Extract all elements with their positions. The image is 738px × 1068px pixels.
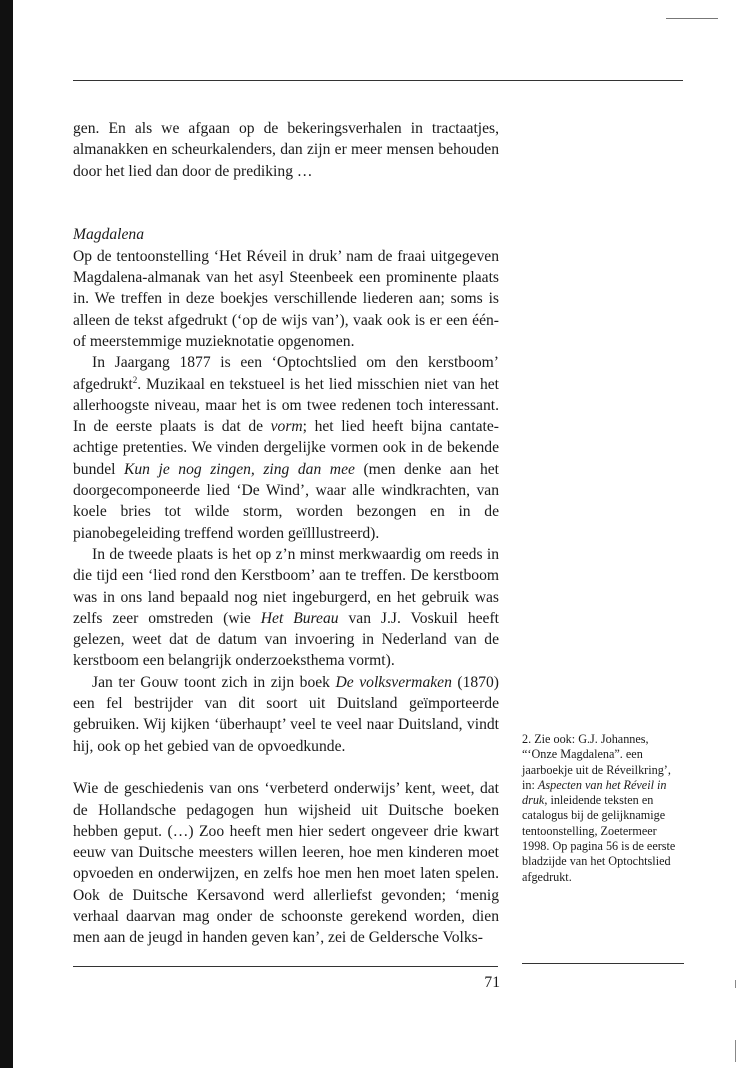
edge-mark-top (735, 980, 736, 988)
section-heading: Magdalena (73, 226, 145, 244)
page-spine-shadow (0, 0, 13, 1068)
footer-rule-main (73, 966, 498, 967)
header-rule (73, 80, 683, 81)
book-title-kun-je-nog-zingen: Kun je nog zingen, zing dan mee (123, 460, 355, 478)
main-text-column (73, 118, 499, 949)
intro-paragraph: gen. En als we afgaan op de bekeringsverhalen in tractaatjes, almanakken en scheurkalenders, dan zijn er meer mensen behouden door het lied dan door de prediking … (73, 120, 499, 180)
page-number: 71 (484, 974, 500, 991)
footnote-2: 2. Zie ook: G.J. Johannes, “‘Onze Magdalena”. een jaarboekje uit de Réveilkring’, in: Aspecten van het Réveil in druk, inleidende teksten en catalogus bij de gelijknamige tentoonstelling, Zoetermeer 1998. Op pagina 56 is de eerste bladzijde van het Optochtslied afgedrukt. (522, 732, 676, 884)
book-title-volksvermaken: De volksvermaken (335, 673, 452, 691)
footnote-book-title: Aspecten van het Réveil in druk (522, 777, 667, 808)
edge-mark-bottom (735, 1040, 736, 1062)
paragraph-exhibition: Op de tentoonstelling ‘Het Réveil in druk’ nam de fraai uitgegeven Magdalena-almanak van het asyl Steenbeek een prominente plaats in. We treffen in deze boekjes verschillende liederen aan; soms is alleen de tekst afgedrukt (‘op de wijs van’), vaak ook is er een één- of meerstemmige muzieknotatie opgenomen. (73, 247, 499, 350)
block-quote: Wie de geschiedenis van ons ‘verbeterd onderwijs’ kent, weet, dat de Hollandsche pedagogen hun wijsheid uit Duitsche boeken hebben geput. (…) Zoo heeft men hier sedert ongeveer drie kwart eeuw van Duitsche meesters willen leeren, hoe men kinderen moet opvoeden en onderwijzen, en zelfs hoe men hen moet laten spelen. Ook de Duitsche Kersavond werd allerliefst gevonden; ‘menig verhaal daarvan mag onder de schoonste gerekend worden, dien men aan de jeugd in handen geven kan’, zei de Geldersche Volks- (73, 780, 499, 947)
corner-rule (666, 18, 718, 19)
paragraph-optochtslied: In Jaargang 1877 is een ‘Optochtslied om den kerstboom’ afgedrukt$^2$. Muzikaal en tekstueel is het lied misschien niet van het allerhoogste niveau, maar het is om twee redenen toch interessant. In de eerste plaats is dat de vorm; het lied heeft bijna cantate-achtige pretenties. We vinden dergelijke vormen ook in de bekende bundel Kun je nog zingen, zing dan mee (men denke aan het doorgecomponeerde lied ‘De Wind’, waar alle windkrachten, van koele bries tot wilde storm, worden bezongen en in de pianobegeleiding treffend worden geïlllustreerd). (73, 354, 500, 542)
paragraph-ter-gouw: Jan ter Gouw toont zich in zijn boek De volksvermaken (1870) een fel bestrijder van dit soort uit Duitsland geïmporteerde gebruiken. Wij kijken ‘überhaupt’ veel te veel naar Duitsland, vindt hij, ook op het gebied van de opvoedkunde. (73, 673, 500, 755)
footer-rule-note (522, 963, 684, 964)
book-title-het-bureau: Het Bureau (260, 609, 339, 627)
paragraph-kerstboom: In de tweede plaats is het op z’n minst merkwaardig om reeds in die tijd een ‘lied rond den Kerstboom’ aan te treffen. De kerstboom was in ons land bepaald nog niet ingeburgerd, en het gebruik was zelfs zeer omstreden (wie Het Bureau van J.J. Voskuil heeft gelezen, weet dat de datum van invoering in Nederland van de kerstboom een belangrijk onderzoeksthema vormt). (73, 545, 499, 670)
footnote-ref: 2 (132, 374, 138, 385)
